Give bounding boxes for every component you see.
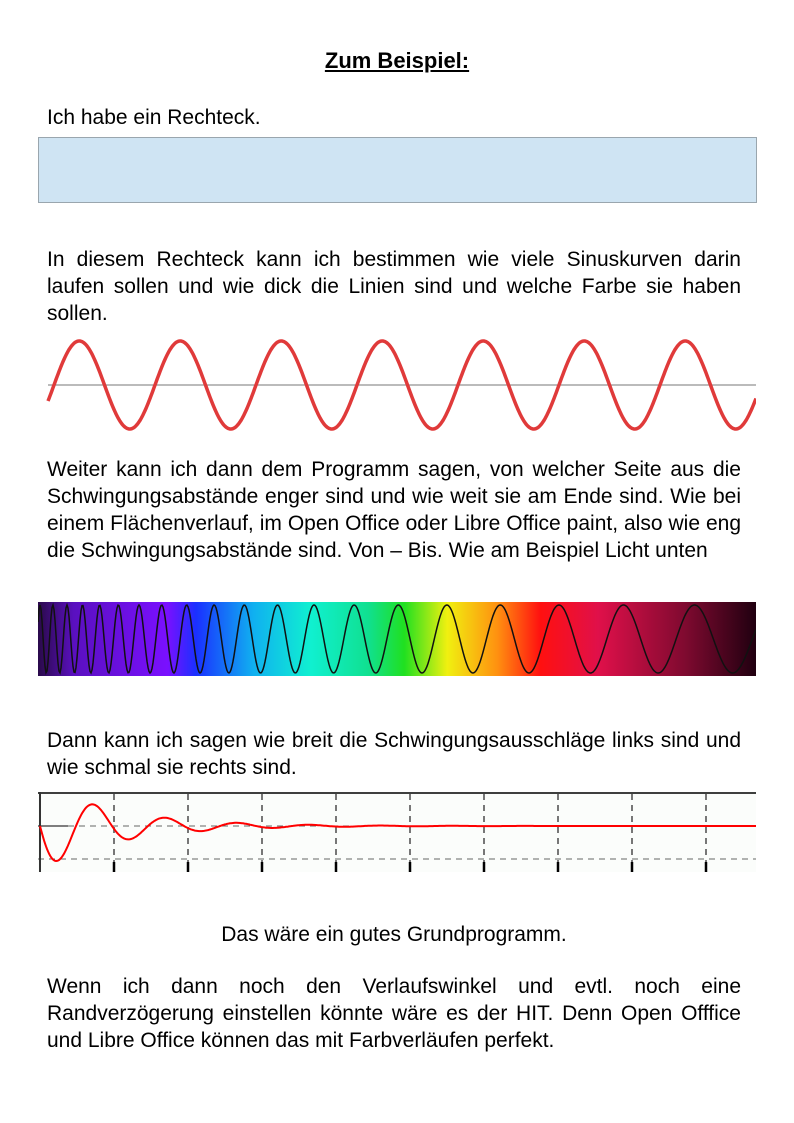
light-spectrum-image: [38, 600, 756, 678]
plot-background: [38, 792, 756, 872]
paragraph-3: Weiter kann ich dann dem Programm sagen, von welcher Seite aus die Schwingungsabstände enger sind und wie weit sie am Ende sind. Wie bei einem Flächenverlauf, im Open Office oder Libre Office paint, also wie eng die Schwingungsabstände sind. Von – Bis. Wie am Beispiel Licht unten: [47, 458, 741, 562]
paragraph-4: Dann kann ich sagen wie breit die Schwingungsausschläge links sind und wie schmal sie rechts sind.: [47, 729, 741, 779]
paragraph-2: In diesem Rechteck kann ich bestimmen wie viele Sinuskurven darin laufen sollen und wie dick die Linien sind und welche Farbe sie haben sollen.: [47, 248, 741, 325]
paragraph-1: Ich habe ein Rechteck.: [47, 106, 261, 129]
sine-wave-image: [38, 335, 756, 435]
example-rectangle: [38, 137, 757, 203]
paragraph-6: Wenn ich dann noch den Verlaufswinkel und evtl. noch eine Randverzögerung einstellen könnte wäre es der HIT. Denn Open Offfice und Libre Office können das mit Farbverläufen perfekt.: [47, 975, 741, 1052]
paragraph-5: Das wäre ein gutes Grundprogramm.: [221, 923, 567, 946]
page-title: Zum Beispiel:: [324, 48, 470, 73]
damped-wave-image: [38, 792, 756, 872]
